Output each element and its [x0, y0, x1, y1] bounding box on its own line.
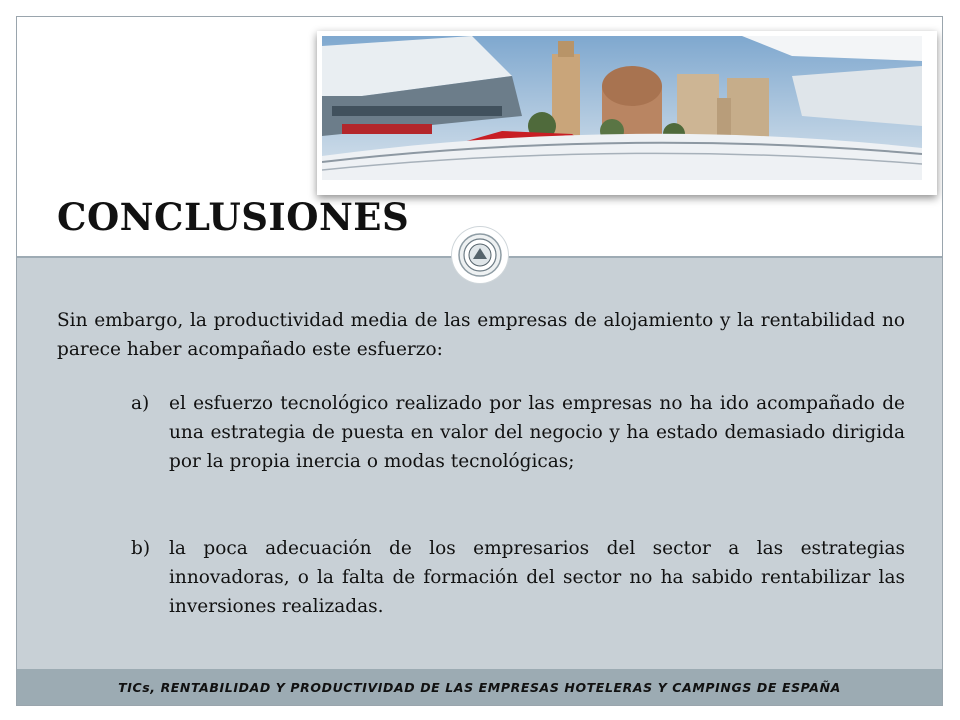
list-item-text: la poca adecuación de los empresarios del sector a las estrategias innovadoras, o la falta de formación del sector no ha sabido rentabilizar las inversiones realizadas. [169, 538, 905, 617]
list-item [131, 389, 905, 476]
list-marker: b) [131, 538, 151, 559]
footer-bar [17, 669, 942, 705]
header-photo [317, 31, 937, 195]
list-marker: a) [131, 393, 150, 414]
footer-text: TICs, RENTABILIDAD Y PRODUCTIVIDAD DE LAS EMPRESAS HOTELERAS Y CAMPINGS DE ESPAÑA [118, 679, 841, 695]
slide-title: CONCLUSIONES [57, 195, 410, 239]
seal-icon [457, 232, 503, 278]
valencia-landmarks-photo [322, 36, 922, 180]
list-item-text: el esfuerzo tecnológico realizado por las empresas no ha ido acompañado de una estrategia de puesta en valor del negocio y ha estado demasiado dirigida por la propia inercia o modas tecnológicas; [169, 393, 905, 472]
slide-frame [16, 16, 943, 706]
intro-paragraph: Sin embargo, la productividad media de las empresas de alojamiento y la rentabilidad no parece haber acompañado este esfuerzo: [57, 310, 905, 360]
medallion [452, 227, 508, 283]
list-item [131, 534, 905, 621]
